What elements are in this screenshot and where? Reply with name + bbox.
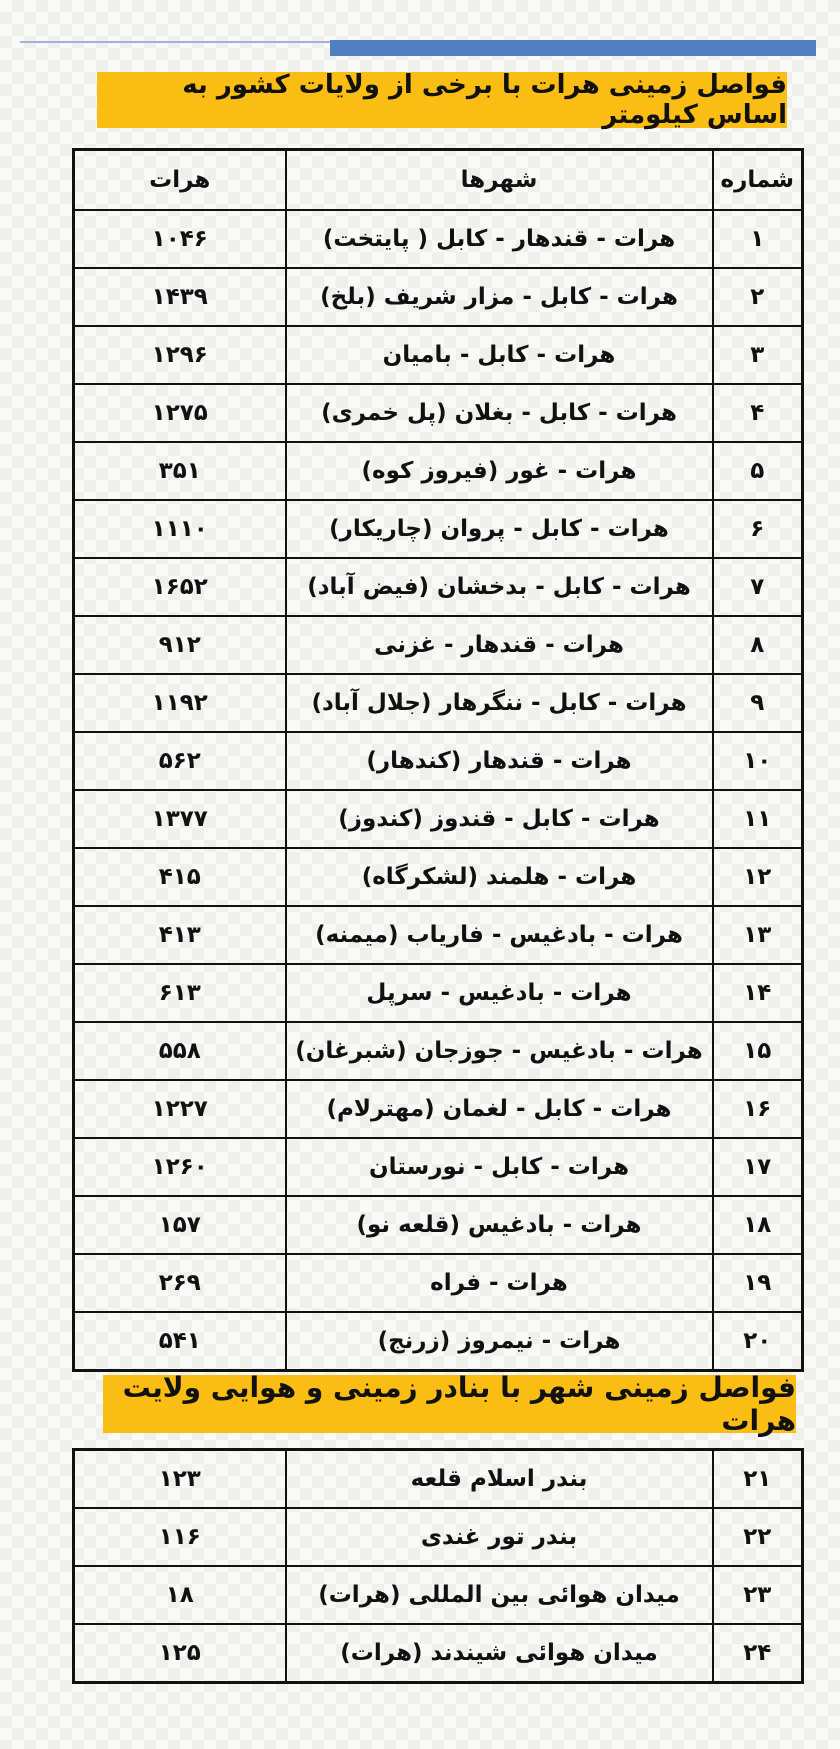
row-number: ۲۴: [713, 1624, 803, 1683]
table-row: [74, 848, 803, 906]
table-row: [74, 616, 803, 674]
table-row: [74, 732, 803, 790]
row-route: هرات - کابل - ننگرهار (جلال آباد): [286, 674, 713, 732]
row-route: هرات - قندهار - غزنی: [286, 616, 713, 674]
table-row: [74, 1624, 803, 1683]
table-row: [74, 442, 803, 500]
row-route: هرات - قندهار - کابل ( پایتخت): [286, 210, 713, 268]
row-number: ۱۱: [713, 790, 803, 848]
provinces-distance-table: [72, 148, 804, 1372]
row-route: هرات - هلمند (لشکرگاه): [286, 848, 713, 906]
row-number: ۳: [713, 326, 803, 384]
row-number: ۱۰: [713, 732, 803, 790]
table-row: [74, 1080, 803, 1138]
row-number: ۵: [713, 442, 803, 500]
row-number: ۱۶: [713, 1080, 803, 1138]
row-distance: ۱۱۱۰: [74, 500, 286, 558]
row-number: ۸: [713, 616, 803, 674]
row-route: هرات - کابل - بغلان (پل خمری): [286, 384, 713, 442]
header-cities: شهرها: [286, 150, 713, 211]
row-distance: ۱۰۴۶: [74, 210, 286, 268]
row-route: هرات - قندهار (کندهار): [286, 732, 713, 790]
row-number: ۱۸: [713, 1196, 803, 1254]
header-herat: هرات: [74, 150, 286, 211]
row-number: ۲۱: [713, 1450, 803, 1509]
table-row: [74, 790, 803, 848]
row-distance: ۱۱۹۲: [74, 674, 286, 732]
table-row: [74, 906, 803, 964]
row-distance: ۱۲۳: [74, 1450, 286, 1509]
row-distance: ۴۱۳: [74, 906, 286, 964]
row-distance: ۱۶۵۲: [74, 558, 286, 616]
row-route: هرات - نیمروز (زرنج): [286, 1312, 713, 1371]
row-distance: ۱۲۵: [74, 1624, 286, 1683]
header-number: شماره: [713, 150, 803, 211]
table-row: [74, 1508, 803, 1566]
row-distance: ۱۱۶: [74, 1508, 286, 1566]
row-route: بندر اسلام قلعه: [286, 1450, 713, 1509]
row-route: هرات - بادغیس - سرپل: [286, 964, 713, 1022]
row-route: هرات - کابل - پروان (چاریکار): [286, 500, 713, 558]
table-row: [74, 268, 803, 326]
row-distance: ۱۵۷: [74, 1196, 286, 1254]
row-distance: ۵۶۲: [74, 732, 286, 790]
row-route: هرات - کابل - بامیان: [286, 326, 713, 384]
row-number: ۱۹: [713, 1254, 803, 1312]
table-row: [74, 384, 803, 442]
row-route: هرات - کابل - بدخشان (فیض آباد): [286, 558, 713, 616]
title-banner-provinces: فواصل زمینی هرات با برخی از ولایات کشور به اساس کیلومتر: [97, 72, 787, 128]
row-route: هرات - غور (فیروز کوه): [286, 442, 713, 500]
row-distance: ۲۶۹: [74, 1254, 286, 1312]
row-number: ۷: [713, 558, 803, 616]
row-route: هرات - کابل - مزار شریف (بلخ): [286, 268, 713, 326]
table-row: [74, 1196, 803, 1254]
table-header-row: [74, 150, 803, 211]
row-route: بندر تور غندی: [286, 1508, 713, 1566]
table-row: [74, 1450, 803, 1509]
table-row: [74, 674, 803, 732]
row-distance: ۳۵۱: [74, 442, 286, 500]
row-distance: ۱۴۳۹: [74, 268, 286, 326]
ports-distance-table: [72, 1448, 804, 1684]
row-distance: ۱۲۹۶: [74, 326, 286, 384]
row-distance: ۱۲۲۷: [74, 1080, 286, 1138]
table-row: [74, 964, 803, 1022]
row-distance: ۵۴۱: [74, 1312, 286, 1371]
table-row: [74, 558, 803, 616]
row-route: هرات - بادغیس - جوزجان (شبرغان): [286, 1022, 713, 1080]
row-distance: ۶۱۳: [74, 964, 286, 1022]
row-route: هرات - کابل - نورستان: [286, 1138, 713, 1196]
table-row: [74, 1254, 803, 1312]
table-row: [74, 1022, 803, 1080]
row-distance: ۱۲۶۰: [74, 1138, 286, 1196]
row-number: ۱۳: [713, 906, 803, 964]
row-number: ۹: [713, 674, 803, 732]
row-distance: ۵۵۸: [74, 1022, 286, 1080]
row-number: ۲: [713, 268, 803, 326]
table-row: [74, 500, 803, 558]
row-distance: ۹۱۲: [74, 616, 286, 674]
row-number: ۱: [713, 210, 803, 268]
title-banner-ports: فواصل زمینی شهر با بنادر زمینی و هوایی ولایت هرات: [103, 1375, 796, 1433]
table-row: [74, 1312, 803, 1371]
row-number: ۱۵: [713, 1022, 803, 1080]
row-route: هرات - کابل - قندوز (کندوز): [286, 790, 713, 848]
top-rule-accent: [330, 40, 816, 56]
row-distance: ۱۳۷۷: [74, 790, 286, 848]
table-row: [74, 1566, 803, 1624]
row-distance: ۱۲۷۵: [74, 384, 286, 442]
row-route: میدان هوائی شیندند (هرات): [286, 1624, 713, 1683]
top-rule-thin: [20, 41, 330, 43]
table-row: [74, 1138, 803, 1196]
row-number: ۱۴: [713, 964, 803, 1022]
row-number: ۴: [713, 384, 803, 442]
row-route: میدان هوائی بین المللی (هرات): [286, 1566, 713, 1624]
row-number: ۱۲: [713, 848, 803, 906]
row-number: ۶: [713, 500, 803, 558]
row-route: هرات - بادغیس - فاریاب (میمنه): [286, 906, 713, 964]
row-distance: ۴۱۵: [74, 848, 286, 906]
row-route: هرات - کابل - لغمان (مهترلام): [286, 1080, 713, 1138]
table-row: [74, 326, 803, 384]
row-route: هرات - فراه: [286, 1254, 713, 1312]
row-number: ۲۲: [713, 1508, 803, 1566]
row-route: هرات - بادغیس (قلعه نو): [286, 1196, 713, 1254]
row-number: ۲۳: [713, 1566, 803, 1624]
table-row: [74, 210, 803, 268]
row-distance: ۱۸: [74, 1566, 286, 1624]
row-number: ۲۰: [713, 1312, 803, 1371]
row-number: ۱۷: [713, 1138, 803, 1196]
